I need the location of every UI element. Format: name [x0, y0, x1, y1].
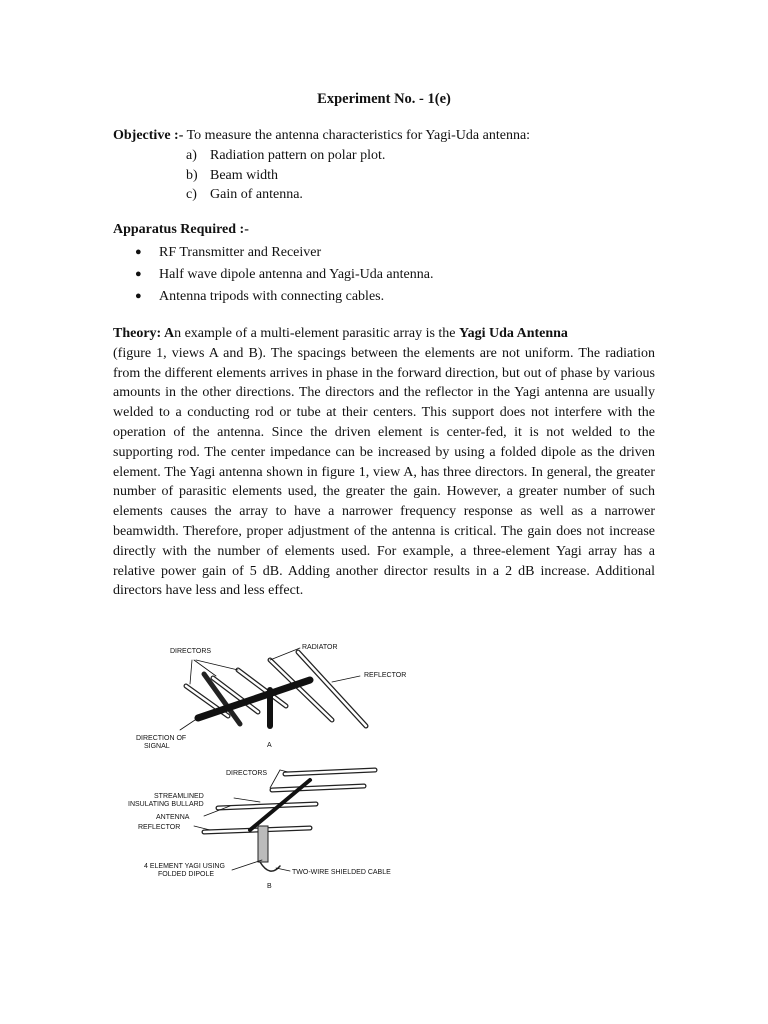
list-text: Gain of antenna.: [210, 187, 303, 202]
list-item: [186, 166, 385, 186]
bullet-icon: ●: [135, 290, 142, 302]
figure-caption-a: A: [267, 742, 272, 749]
figure-caption-b: B: [267, 883, 272, 890]
list-item: [135, 287, 433, 309]
theory-section: [113, 324, 655, 601]
label-radiator: RADIATOR: [302, 644, 338, 651]
label-directors-b: DIRECTORS: [226, 770, 268, 777]
list-item: [135, 265, 433, 287]
list-letter: b): [186, 167, 198, 183]
apparatus-heading: Apparatus Required :-: [113, 222, 249, 237]
bullet-icon: ●: [135, 246, 142, 258]
label-streamlined-2: INSULATING BULLARD: [128, 801, 204, 808]
list-item: [186, 185, 385, 205]
label-reflector-b: REFLECTOR: [138, 824, 181, 831]
label-directors-a: DIRECTORS: [170, 648, 212, 655]
list-text: Beam width: [210, 167, 279, 183]
list-text: Half wave dipole antenna and Yagi-Uda antenna.: [159, 267, 434, 282]
theory-first-line: [113, 324, 655, 344]
objective-line: [113, 126, 530, 146]
label-streamlined-1: STREAMLINED: [154, 793, 204, 800]
bullet-icon: ●: [135, 268, 142, 280]
cable-loop: [260, 862, 280, 871]
label-reflector-a: REFLECTOR: [364, 672, 407, 679]
theory-lead-bold: A: [161, 326, 175, 341]
label-yagi-1: 4 ELEMENT YAGI USING: [144, 863, 225, 870]
yagi-antenna-figure: [120, 630, 430, 900]
list-letter: a): [186, 148, 197, 163]
theory-lead-bold-end: Yagi Uda Antenna: [459, 326, 568, 341]
leader-lines: [194, 770, 290, 871]
objective-list: [186, 146, 385, 205]
theory-label: Theory:: [113, 326, 162, 341]
list-text: RF Transmitter and Receiver: [159, 245, 322, 260]
list-item: [135, 243, 433, 265]
theory-body: (figure 1, views A and B). The spacings between the elements are not uniform. The radiation from the different elements arrives in phase in the forward direction, but out of phase by various amounts in the other directions. The directors and the reflector in the Yagi antenna are usually welded to a conducting rod or tube at their centers. This support does not interfere with the operation of the antenna. Since the driven element is center-fed, it is not welded to the supporting rod. The center impedance can be increased by using a folded dipole as the driven element. The Yagi antenna shown in figure 1, view A, has three directors. In general, the greater number of parasitic elements used, the greater the gain. However, a greater number of such elements causes the array to have a narrower frequency response as well as a narrower beamwidth. Therefore, proper adjustment of the antenna is critical. The gain does not increase directly with the number of elements used. For example, a three-element Yagi array has a relative power gain of 5 dB. Adding another director results in a 2 dB increase. Additional directors have less and less effect.: [113, 345, 655, 599]
objective-label: Objective :-: [113, 128, 184, 143]
list-text: Radiation pattern on polar plot.: [210, 148, 386, 163]
label-yagi-2: FOLDED DIPOLE: [158, 871, 215, 878]
list-text: Antenna tripods with connecting cables.: [159, 289, 385, 304]
objective-text: To measure the antenna characteristics for Yagi-Uda antenna:: [183, 128, 531, 143]
page-title: Experiment No. - 1(e): [317, 91, 451, 107]
theory-lead: n example of a multi-element parasitic array is the: [174, 326, 460, 341]
list-item: [186, 146, 385, 166]
label-direction-2: SIGNAL: [144, 743, 170, 750]
list-letter: c): [186, 187, 197, 202]
label-antenna: ANTENNA: [156, 814, 190, 821]
label-cable: TWO-WIRE SHIELDED CABLE: [292, 869, 391, 876]
apparatus-list: [135, 243, 433, 309]
figure-view-b: [194, 770, 375, 871]
mast-bracket: [258, 826, 268, 862]
figure-view-a: [180, 648, 366, 730]
label-direction-1: DIRECTION OF: [136, 735, 187, 742]
